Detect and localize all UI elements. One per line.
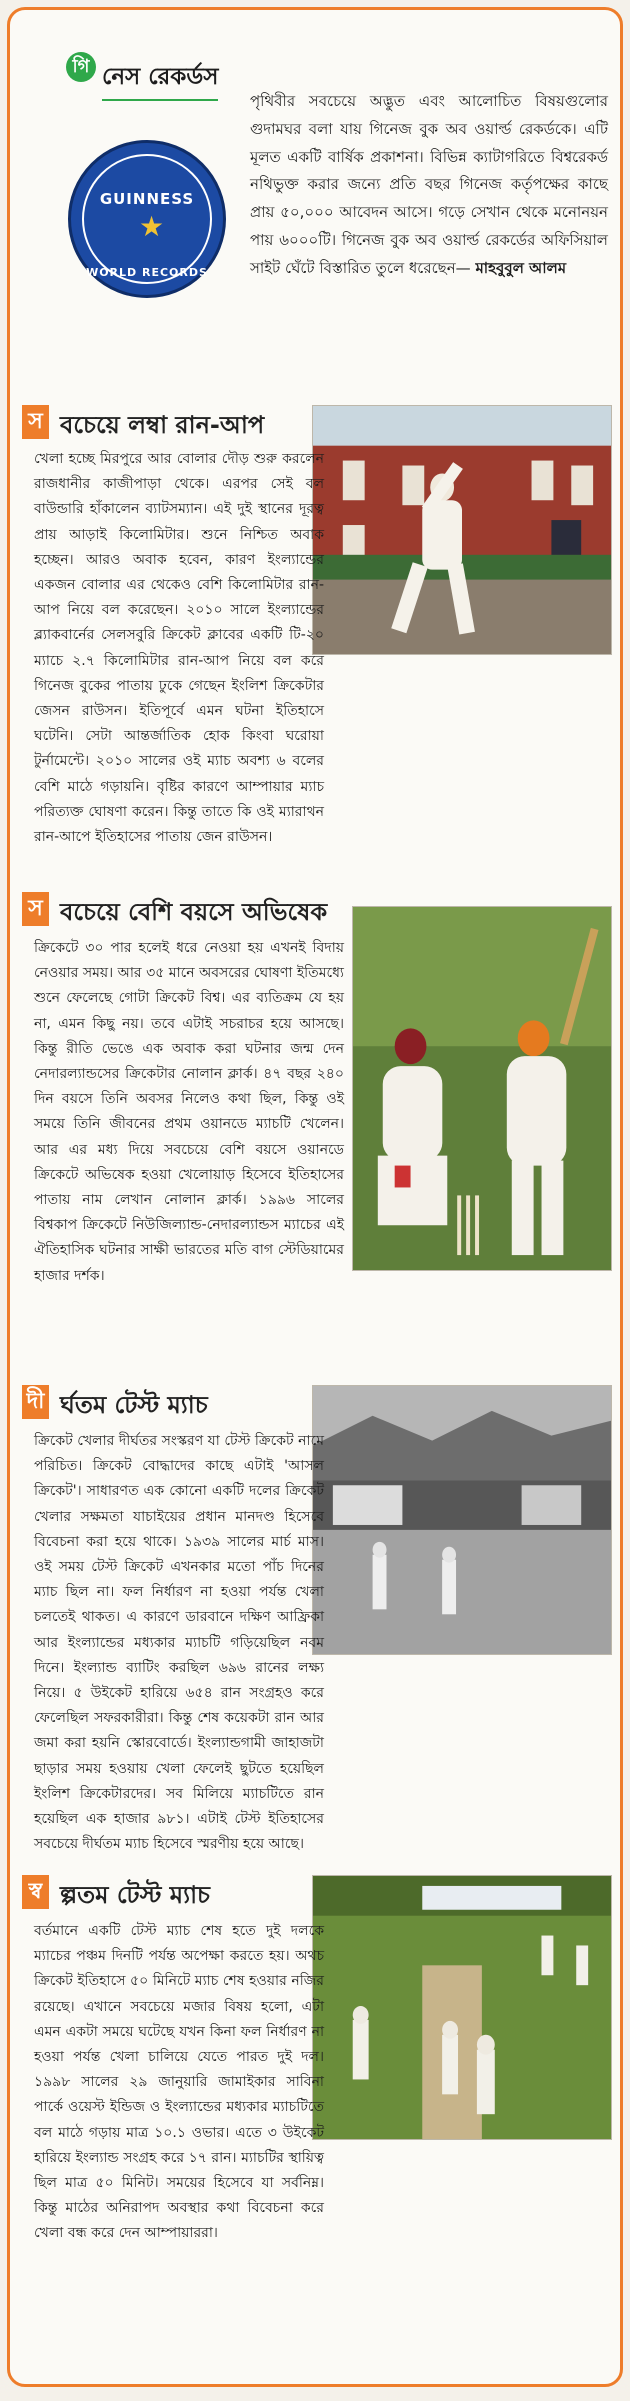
intro-text	[250, 88, 608, 283]
section-longest-runup	[22, 405, 612, 880]
section-oldest-debut	[22, 892, 612, 1372]
section-paragraph: ক্রিকেট খেলার দীর্ঘতর সংস্করণ যা টেস্ট ক্রিকেট নামে পরিচিত। ক্রিকেট বোদ্ধাদের কাছে এটাই 'আসল ক্রিকেট'। সাধারণত এক কোনো একটি দলের ক্রিকেট খেলার সক্ষমতা যাচাইয়ের প্রধান মানদণ্ড হিসেবে বিবেচনা করা হয়ে থাকে। ১৯৩৯ সালের মার্চ মাস। ওই সময় টেস্ট ক্রিকেট এখনকার মতো পাঁচ দিনের ম্যাচ ছিল না। ফল নির্ধারণ না হওয়া পর্যন্ত খেলা চলতেই থাকত। এ কারণে ডারবানে দক্ষিণ আফ্রিকা আর ইংল্যান্ডের মধ্যকার ম্যাচটি গড়িয়েছিল নবম দিনে। ইংল্যান্ড ব্যাটিং করছিল ৬৯৬ রানের লক্ষ্য নিয়ে। ৫ উইকেট হারিয়ে ৬৫৪ রান সংগ্রহও করে ফেলেছিল সফরকারীরা। কিন্তু শেষ কয়েকটা রান আর জমা করা হয়নি স্কোরবোর্ডে। ইংল্যান্ডগামী জাহাজটা ছাড়ার সময় হওয়ায় খেলা ফেলেই ছুটতে হয়েছিল ইংলিশ ক্রিকেটারদের। সব মিলিয়ে ম্যাচটিতে রান হয়েছিল এক হাজার ৯৮১। এটাই টেস্ট ইতিহাসের সবচেয়ে দীর্ঘতম ম্যাচ হিসেবে স্মরণীয় হয়ে আছে।	[34, 1433, 324, 1853]
section-badge: স	[22, 892, 49, 926]
logo-text-world-records: WORLD RECORDS	[86, 266, 208, 279]
section-body	[34, 936, 344, 1289]
section-title: র্ঘতম টেস্ট ম্যাচ	[60, 1391, 208, 1419]
section-paragraph: বর্তমানে একটি টেস্ট ম্যাচ শেষ হতে দুই দলকে ম্যাচের পঞ্চম দিনটি পর্যন্ত অপেক্ষা করতে হয়। অথচ ক্রিকেট ইতিহাসে ৫০ মিনিটে ম্যাচ শেষ হওয়ার নজির রয়েছে। এখানে সবচেয়ে মজার বিষয় হলো, এটা এমন একটা সময়ে ঘটেছে যখন কিনা ফল নির্ধারণ না হওয়া পর্যন্ত খেলা চালিয়ে যেতে পারত দুই দল। ১৯৯৮ সালের ২৯ জানুয়ারি জামাইকার সাবিনা পার্কে ওয়েস্ট ইন্ডিজ ও ইংল্যান্ডের মধ্যকার ম্যাচটিতে বল মাঠে গড়ায় মাত্র ১০.১ ওভার। এতে ৩ উইকেট হারিয়ে ইংল্যান্ড সংগ্রহ করে ১৭ রান। ম্যাচটির স্থায়িত্ব ছিল মাত্র ৫০ মিনিট। সময়ের হিসেবে যা সর্বনিম্ন। কিন্তু মাঠের অনিরাপদ অবস্থার কথা বিবেচনা করে খেলা বন্ধ করে দেন আম্পায়াররা।	[34, 1923, 324, 2242]
intro-paragraph	[250, 88, 608, 283]
photo-bowler-runup	[312, 405, 612, 655]
section-shortest-test	[22, 1875, 612, 2380]
batsman-keeper-image	[353, 907, 611, 1270]
section-badge: স	[22, 405, 49, 439]
logo-text-guinness: GUINNESS	[99, 190, 195, 208]
photo-shortest-test	[312, 1875, 612, 2140]
section-title: বচেয়ে বেশি বয়সে অভিষেক	[60, 898, 328, 926]
photo-oldest-debut	[352, 906, 612, 1271]
page-frame	[7, 7, 623, 2387]
intro-author: মাহবুবুল আলম	[475, 258, 567, 277]
section-badge: স্ব	[22, 1875, 49, 1909]
sabina-park-image	[313, 1876, 611, 2139]
guinness-logo	[68, 140, 226, 298]
section-paragraph: খেলা হচ্ছে মিরপুরে আর বোলার দৌড় শুরু করলেন রাজধানীর কাজীপাড়া থেকে। এরপর সেই বল বাউন্ডারি হাঁকালেন ব্যাটসম্যান। এই দুই স্থানের দূরত্ব প্রায় আড়াই কিলোমিটার। শুনে নিশ্চিত অবাক হচ্ছেন। আরও অবাক হবেন, কারণ ইংল্যান্ডের একজন বোলার এর থেকেও বেশি কিলোমিটার রান-আপ নিয়ে বল করেছেন। ২০১০ সালে ইংল্যান্ডের ব্ল্যাকবার্নের সেলসবুরি ক্রিকেট ক্লাবের একটি টি-২০ ম্যাচে ২.৭ কিলোমিটার রান-আপ নিয়ে বল করে গিনেজ বুকের পাতায় ঢুকে গেছেন ইংলিশ ক্রিকেটার জেসন রাউসন। ইতিপূর্বে এমন ঘটনা ইতিহাসে ঘটেনি। সেটা আন্তর্জাতিক হোক কিংবা ঘরোয়া টুর্নামেন্টে। ২০১০ সালের ওই ম্যাচ অবশ্য ৬ বলের বেশি মাঠে গড়ায়নি। বৃষ্টির কারণে আম্পায়ার ম্যাচ পরিত্যক্ত ঘোষণা করেন। কিন্তু তাতে কি ওই ম্যারাথন রান-আপে ইতিহাসের পাতায় জেন রাউসন।	[34, 451, 324, 846]
section-longest-test	[22, 1385, 612, 1865]
star-icon: ★	[139, 210, 165, 243]
section-body	[34, 1919, 324, 2247]
header-title: নেস রেকর্ডস	[102, 58, 218, 101]
section-title: ল্পতম টেস্ট ম্যাচ	[60, 1881, 210, 1909]
section-paragraph: ক্রিকেটে ৩০ পার হলেই ধরে নেওয়া হয় এখনই বিদায় নেওয়ার সময়। আর ৩৫ মানে অবসরের ঘোষণা ইতিমধ্যে শুনে ফেলেছে গোটা ক্রিকেট বিশ্ব। এর ব্যতিক্রম যে হয় না, এমন কিছু নয়। তবে এটাই সচরাচর হয়ে আসছে। কিন্তু রীতি ভেঙে এক অবাক করা ঘটনার জন্ম দেন নেদারল্যান্ডসের ক্রিকেটার নোলান ক্লার্ক। ৪৭ বছর ২৪০ দিন বয়সে তিনি অবসর নিলেও কথা ছিল, কিন্তু ওই সময়ে তিনি জীবনের প্রথম ওয়ানডে ম্যাচটি খেলেন। আর এর মধ্য দিয়ে সবচেয়ে বেশি বয়সে ওয়ানডে ক্রিকেটে অভিষেক হওয়া খেলোয়াড় হিসেবে ইতিহাসের পাতায় নাম লেখান নোলান ক্লার্ক। ১৯৯৬ সালের বিশ্বকাপ ক্রিকেটে নিউজিল্যান্ড-নেদারল্যান্ডস ম্যাচের এই ঐতিহাসিক ঘটনার সাক্ষী ভারতের মতি বাগ স্টেডিয়ামের হাজার দর্শক।	[34, 940, 344, 1284]
intro-body: পৃথিবীর সবচেয়ে অদ্ভুত এবং আলোচিত বিষয়গুলোর গুদামঘর বলা যায় গিনেজ বুক অব ওয়ার্ল্ড রেকর্ডকে। এটি মূলত একটি বার্ষিক প্রকাশনা। বিভিন্ন ক্যাটাগরিতে বিশ্বরেকর্ড নথিভুক্ত করার জন্যে প্রতি বছর গিনেজ কর্তৃপক্ষের কাছে প্রায় ৫০,০০০ আবেদন আসে। গড়ে সেখান থেকে মনোনয়ন পায় ৬০০০টি। গিনেজ বুক অব ওয়ার্ল্ড রেকর্ডের অফিসিয়াল সাইট ঘেঁটে বিস্তারিত তুলে ধরেছেন—	[250, 92, 608, 277]
section-badge: দী	[22, 1385, 49, 1419]
header-initial-badge: গি	[66, 52, 96, 82]
photo-longest-test	[312, 1385, 612, 1655]
intro-block	[10, 10, 620, 405]
section-title: বচেয়ে লম্বা রান-আপ	[60, 411, 265, 439]
section-body	[34, 1429, 324, 1857]
bowler-image	[313, 406, 611, 654]
logo-ring	[82, 154, 212, 284]
section-body	[34, 447, 324, 850]
vintage-cricket-image	[313, 1386, 611, 1654]
